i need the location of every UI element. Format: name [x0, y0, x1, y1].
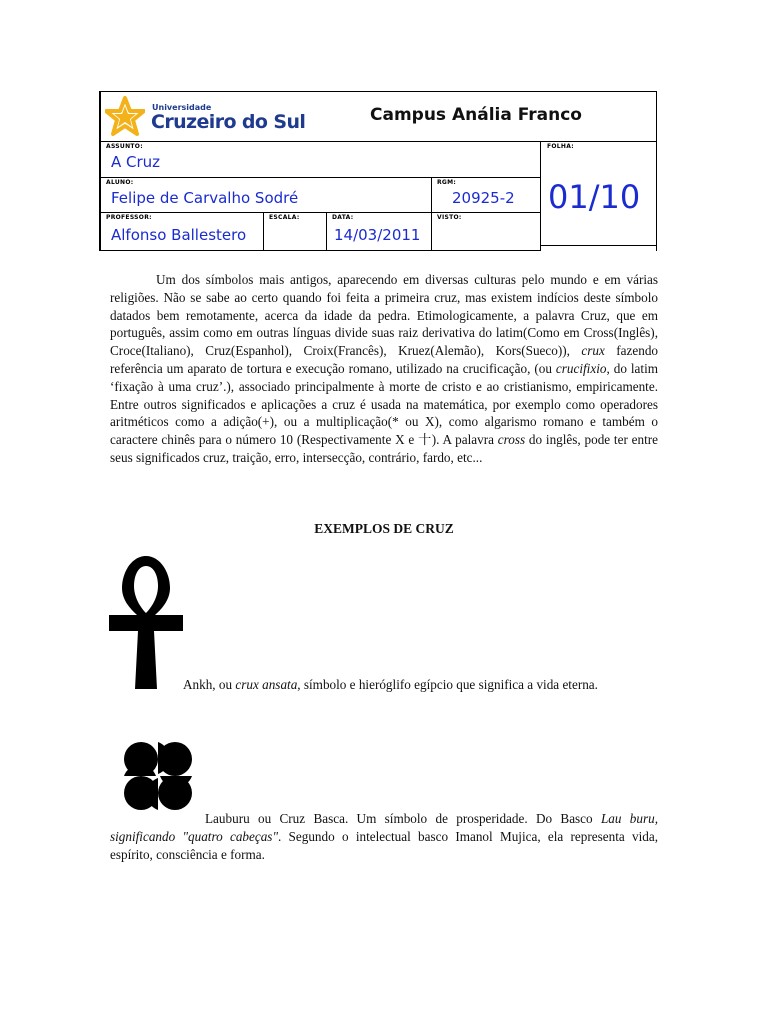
professor-value: Alfonso Ballestero [111, 226, 247, 244]
data-label: DATA: [332, 214, 354, 221]
star-icon [105, 96, 145, 136]
ankh-caption [110, 676, 650, 694]
university-logo [105, 96, 306, 136]
ankh-caption-italic: crux ansata [235, 677, 298, 692]
logo-large-text: Cruzeiro do Sul [151, 111, 306, 133]
lauburu-caption [110, 810, 658, 863]
body-italic-cross: cross [497, 432, 526, 448]
rgm-label: RGM: [437, 179, 457, 186]
lauburu-caption-italic: Lau buru, significando "quatro cabeças" [110, 811, 659, 844]
assunto-value: A Cruz [111, 153, 161, 171]
body-paragraph [110, 271, 658, 467]
lauburu-caption-text-2: . Segundo o intelectual basco Imanol Mujica, ela representa vida, espírito, consciência e forma. [110, 828, 658, 862]
aluno-label: ALUNO: [106, 179, 134, 186]
document-header [99, 91, 657, 251]
ankh-icon [109, 555, 183, 689]
assunto-label: ASSUNTO: [106, 143, 143, 150]
visto-label: VISTO: [437, 214, 462, 221]
campus-title: Campus Anália Franco [370, 105, 582, 125]
folha-value: 01/10 [548, 178, 641, 216]
lauburu-caption-text-1: Lauburu ou Cruz Basca. Um símbolo de prosperidade. Do Basco [205, 811, 601, 826]
body-italic-crux: crux [581, 343, 605, 359]
logo-small-text: Universidade [152, 103, 212, 112]
aluno-value: Felipe de Carvalho Sodré [111, 189, 299, 207]
body-text-4: do inglês, pode ter entre seus significados cruz, traição, erro, intersecção, contrário, fardo, etc... [110, 432, 659, 465]
body-text-2: fazendo referência um aparato de tortura e execução romano, utilizado na crucificação, (ou [110, 343, 659, 376]
body-italic-crucifixio: crucifixio [555, 360, 607, 376]
ankh-caption-text-1: Ankh, ou [183, 677, 236, 692]
body-text-1: Um dos símbolos mais antigos, aparecendo em diversas culturas pelo mundo e em várias religiões. Não se sabe ao certo quando foi feita a primeira cruz, mas existem indícios deste símbolo datados bem remotamente, acerca da idade da pedra. Etimologicamente, a palavra Cruz, que em português, assim como em outras línguas divide suas raiz derivativa do latim(Como em Cross(Inglês), Croce(Italiano), Cruz(Espanhol), Croix(Francês), Kruez(Alemão), Kors(Sueco)), [110, 272, 658, 359]
folha-label: FOLHA: [547, 143, 574, 150]
ankh-caption-text-2: , símbolo e hieróglifo egípcio que significa a vida eterna. [297, 677, 598, 692]
body-text-3: , do latim ‘fixação à uma cruz’.), associado principalmente à morte de cristo e ao cristianismo, empiricamente. Entre outros significados e aplicações a cruz é usada na matemática, por exemplo como operadores aritméticos como a adição(+), ou a multiplicação(* ou X), como algarismo romano e também o caractere chinês para o número 10 (Respectivamente X e 十). A palavra [110, 360, 658, 448]
rgm-value: 20925-2 [452, 189, 515, 207]
escala-label: ESCALA: [269, 214, 300, 221]
section-title: EXEMPLOS DE CRUZ [314, 521, 454, 536]
data-value: 14/03/2011 [334, 226, 421, 244]
professor-label: PROFESSOR: [106, 214, 152, 221]
